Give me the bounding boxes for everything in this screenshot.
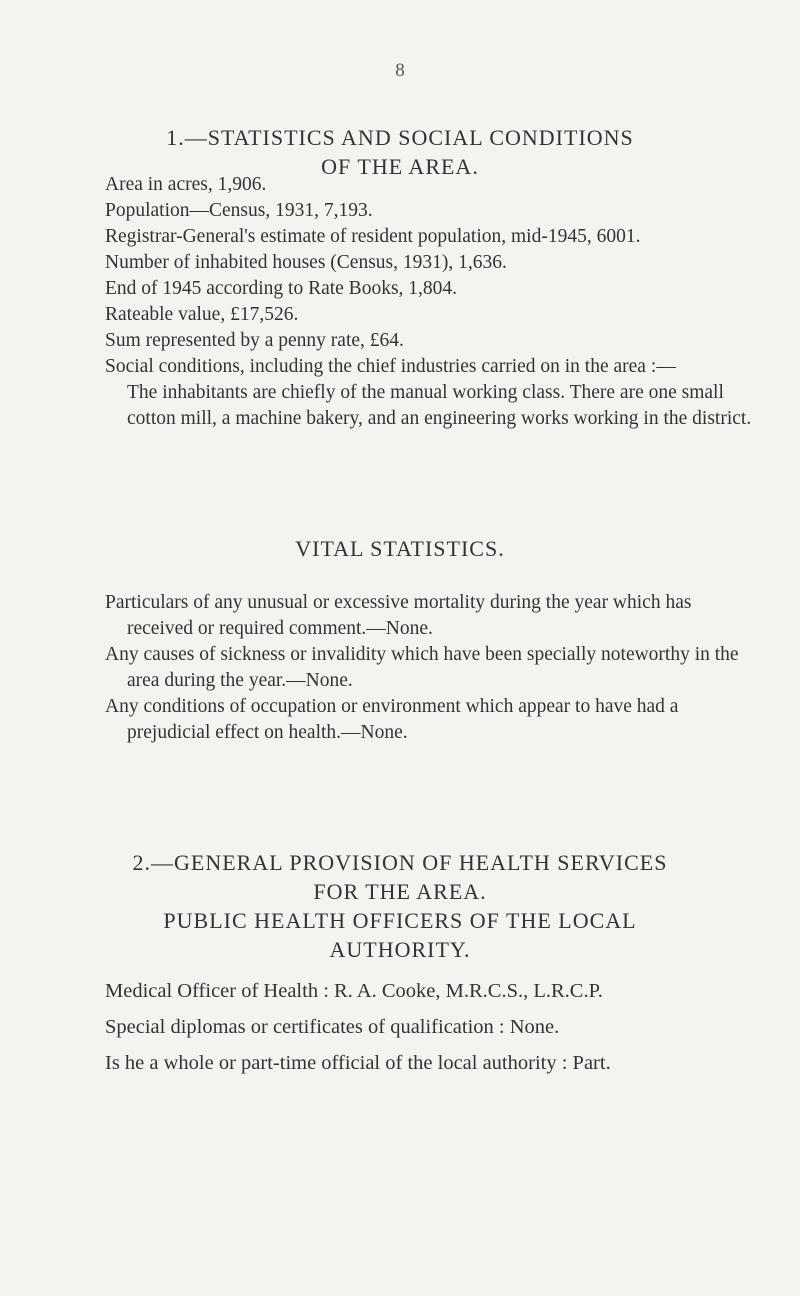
vital-statistics-list	[105, 590, 755, 746]
rateable-value: Rateable value, £17,526.	[105, 304, 299, 325]
section-2-heading	[0, 848, 800, 964]
inhabited-houses: Number of inhabited houses (Census, 1931), 1,636.	[105, 252, 507, 273]
penny-rate-sum: Sum represented by a penny rate, £64.	[105, 330, 404, 351]
sickness-causes: Any causes of sickness or invalidity which have been specially noteworthy in the area during the year.—None.	[105, 644, 739, 691]
health-officers-list	[105, 978, 755, 1086]
social-conditions-label: Social conditions, including the chief industries carried on in the area :—	[105, 356, 676, 377]
social-conditions-text: The inhabitants are chiefly of the manual working class. There are one small cotton mill, a machine bakery, and an engineering works working in the district.	[127, 382, 752, 429]
area-statistics-list	[105, 172, 755, 432]
page-number: 8	[395, 60, 405, 81]
social-conditions-block	[105, 380, 755, 432]
section-2-heading-line-4: AUTHORITY.	[329, 937, 471, 962]
section-2-heading-line-2: FOR THE AREA.	[313, 879, 487, 904]
employment-status: Is he a whole or part-time official of the local authority : Part.	[105, 1052, 611, 1074]
section-1-heading-line-2: OF THE AREA.	[321, 154, 479, 179]
medical-officer: Medical Officer of Health : R. A. Cooke, M.R.C.S., L.R.C.P.	[105, 980, 603, 1002]
area-acres: Area in acres, 1,906.	[105, 174, 267, 195]
mortality-particulars: Particulars of any unusual or excessive mortality during the year which has received or required comment.—None.	[105, 592, 692, 639]
rate-books-count: End of 1945 according to Rate Books, 1,804.	[105, 278, 458, 299]
section-2-heading-line-3: PUBLIC HEALTH OFFICERS OF THE LOCAL	[163, 908, 637, 933]
section-2-heading-line-1: 2.—GENERAL PROVISION OF HEALTH SERVICES	[132, 850, 668, 875]
section-1-heading-line-1: 1.—STATISTICS AND SOCIAL CONDITIONS	[166, 125, 634, 150]
registrar-general-estimate: Registrar-General's estimate of resident population, mid-1945, 6001.	[105, 226, 641, 247]
occupation-conditions: Any conditions of occupation or environment which appear to have had a prejudicial effect on health.—None.	[105, 696, 679, 743]
vital-statistics-heading: VITAL STATISTICS.	[295, 536, 505, 561]
population-census: Population—Census, 1931, 7,193.	[105, 200, 373, 221]
special-diplomas: Special diplomas or certificates of qualification : None.	[105, 1016, 560, 1038]
